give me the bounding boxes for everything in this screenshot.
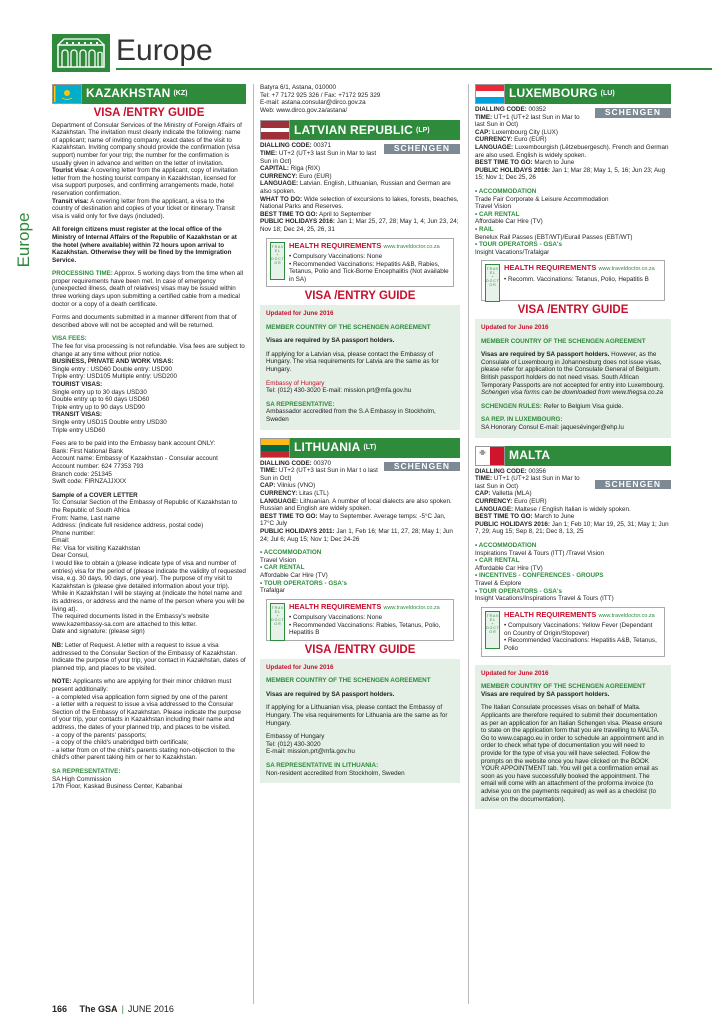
fact-label: BEST TIME TO GO:: [260, 210, 318, 218]
service-label: • CAR RENTAL: [475, 557, 520, 565]
health-url: www.traveldoctor.co.za: [598, 266, 655, 273]
health-line: • Compulsory Vaccinations: Yellow Fever (Dependant on Country of Origin/Stopover): [504, 622, 653, 637]
country-code: (KZ): [173, 90, 188, 98]
kazakhstan-contact-continued: Batyra 6/1, Astana, 010000 Tel: +7 7172 925 326 / Fax: +7172 925 329 E-mail: astana.consular@dirco.gov.za Web: www.dirco.gov.za/astana/: [260, 84, 381, 114]
fact-value: UT+1 (UT+2 last Sun in Mar to last Sun in Oct): [475, 475, 580, 490]
fact-value: Wide selection of excursions to lakes, forests, beaches, National Parks and Reserves.: [260, 195, 459, 211]
service-value: Travel Vision: [260, 556, 297, 564]
service-value: Inspirations Travel & Tours (ITT) /Travel Vision: [475, 549, 605, 557]
flag-kazakhstan-icon: [52, 84, 82, 104]
country-code: (LT): [363, 443, 377, 451]
bank-line: Account number: 624 77353 793: [52, 462, 144, 470]
fact-label: TIME:: [475, 475, 493, 483]
schengen-member-label: MEMBER COUNTRY OF THE SCHENGEN AGREEMENT: [481, 683, 646, 691]
visa-requirement: Visas are required by SA passport holders.: [266, 690, 395, 698]
visa-box-luxembourg: [475, 319, 671, 438]
fact-label: CURRENCY:: [475, 136, 513, 144]
service-label: • ACCOMMODATION: [260, 549, 322, 557]
embassy-contact: Embassy of Hungary Tel: (012) 430-3020 E-mail: mission.prt@mfa.gov.hu: [266, 733, 355, 756]
schengen-badge: SCHENGEN: [384, 144, 460, 154]
visa-heading: VISA /ENTRY GUIDE: [304, 644, 416, 657]
fact-label: BEST TIME TO GO:: [475, 513, 533, 521]
health-url: www.traveldoctor.co.za: [598, 612, 655, 619]
fact-label: LANGUAGE:: [475, 505, 514, 513]
fact-label: BEST TIME TO GO:: [260, 512, 318, 520]
column-kazakhstan: [52, 84, 246, 797]
schengen-member-label: MEMBER COUNTRY OF THE SCHENGEN AGREEMENT: [481, 337, 646, 345]
fact-value: 00371: [313, 142, 332, 150]
fact-value: Jan 1; Mar 28; May 1, 5, 16; Jun 23; Aug 15; Nov 1; Dec 25, 26: [475, 166, 666, 182]
visa-heading: VISA /ENTRY GUIDE: [304, 290, 416, 303]
forms-text: Forms and documents submitted in a manner different from that of described above will not be accepted and will be returned.: [52, 314, 237, 329]
health-line: • Recomm. Vaccinations: Tetanus, Polio, Hepatitis B: [504, 275, 649, 283]
visa-heading: VISA /ENTRY GUIDE: [517, 304, 629, 317]
page-footer: 166 The GSA | JUNE 2016: [52, 1004, 174, 1014]
country-bar-lithuania: [260, 438, 460, 458]
fees-intro: The fee for visa processing is not refundable. Visa fees are subject to change at any time without prior notice.: [52, 343, 245, 358]
flag-lithuania-icon: [260, 438, 290, 458]
health-line: • Compulsory Vaccinations: None: [289, 614, 383, 622]
updated-label: Updated for June 2016: [266, 310, 334, 318]
fact-value: Vilnius (VNO): [277, 482, 316, 490]
service-value: Trade Fair Corporate & Leisure Accommodation Travel Vision: [475, 195, 609, 211]
fact-label: WHAT TO DO:: [260, 195, 303, 203]
rep-label: SA REPRESENTATIVE:: [52, 767, 121, 775]
fact-label: TIME:: [260, 467, 278, 475]
cover-letter-label: Sample of a COVER LETTER: [52, 491, 138, 499]
service-value: Affordable Car Hire (TV): [475, 564, 543, 572]
fee-line: Double entry up to 60 days USD60: [52, 396, 150, 404]
fee-line: Triple entry: USD105 Multiple entry: USD200: [52, 373, 178, 381]
visa-requirement: Visas are required by SA passport holders.: [481, 690, 610, 698]
country-code: (LP): [415, 126, 430, 134]
health-title: HEALTH REQUIREMENTS: [504, 263, 597, 273]
service-label: • TOUR OPERATORS - GSA's: [475, 587, 562, 595]
nb-label: NB:: [52, 642, 64, 649]
tourist-label: Tourist visa:: [52, 167, 89, 175]
service-value: Travel & Explore: [475, 579, 522, 587]
fact-label: DIALLING CODE:: [475, 106, 527, 113]
country-name: LUXEMBOURG: [509, 86, 598, 101]
country-name: LITHUANIA: [294, 439, 361, 454]
fact-label: PUBLIC HOLIDAYS 2011:: [260, 527, 335, 535]
health-line: • Recommended Vaccinations: Hepatitis A&B, Rabies, Tetanus, Polio and Tick-Borne Encephalitis (Not available in SA): [289, 260, 449, 283]
health-requirements-box: [481, 607, 665, 657]
health-requirements-box: [266, 238, 454, 288]
fact-label: DIALLING CODE:: [260, 459, 312, 467]
side-tab: [10, 200, 32, 280]
rep-text: SA High Commission 17th Floor, Kaskad Business Center, Kabanbai: [52, 775, 183, 791]
fact-value: UT+2 (UT+3 last Sun in Mar to last Sun in Oct): [260, 149, 377, 165]
side-tab-label: Europe: [14, 212, 33, 268]
fact-value: May to September. Average temps: -5°C Jan, 17°C July: [260, 512, 446, 528]
schengen-member-label: MEMBER COUNTRY OF THE SCHENGEN AGREEMENT: [266, 323, 431, 331]
rep-text: SA Honorary Consul E-mail: jaquesévinger@ehp.lu: [481, 424, 624, 431]
header-divider: [116, 68, 712, 70]
embassy-contact: Tel: (012) 430-3020 E-mail: mission.prt@mfa.gov.hu: [266, 387, 412, 395]
rep-text: Non-resident accredited from Stockholm, Sweden: [266, 769, 405, 777]
fees-label: VISA FEES:: [52, 335, 87, 343]
service-value: Affordable Car Hire (TV): [260, 571, 328, 579]
rules-label: SCHENGEN RULES:: [481, 402, 542, 410]
transit-text: A covering letter from the applicant, a visa to the country of destination and copies of your ticket or itinerary. Transit visa is valid only for five days (included).: [52, 197, 235, 220]
fact-value: Euro (EUR): [514, 136, 547, 144]
fact-value: Latvian. English, Lithuanian, Russian and German are also spoken.: [260, 180, 451, 195]
fact-label: BEST TIME TO GO:: [475, 159, 533, 167]
fact-label: DIALLING CODE:: [475, 467, 527, 475]
health-url: www.traveldoctor.co.za: [383, 604, 440, 611]
service-label: • ACCOMMODATION: [475, 541, 537, 549]
processing-text: Approx. 5 working days from the time when all proper requirements have been met. In case of emergency (unexpected illness, death of relatives) visas may be issued within three working days upon submitting a certified cable from a medical doctor or a copy of a death certificate.: [52, 270, 244, 308]
fee-line: Single entry USD15 Double entry USD30: [52, 418, 167, 426]
country-bar-luxembourg: [475, 84, 671, 104]
fact-value: Luxembourg City (LUX): [492, 128, 558, 136]
service-label: • CAR RENTAL: [260, 564, 305, 572]
magazine-name: The GSA: [79, 1004, 118, 1014]
bank-line: Branch code: 251345: [52, 470, 112, 478]
fact-label: TIME:: [260, 149, 278, 157]
service-label: • TOUR OPERATORS - GSA's: [475, 241, 562, 249]
health-requirements-box: [266, 599, 454, 641]
fact-value: March to June: [534, 513, 575, 521]
fact-value: 00352: [528, 106, 547, 113]
country-bar-malta: [475, 446, 671, 466]
rep-label: SA REPRESENTATIVE:: [266, 400, 335, 408]
column-luxembourg-malta: [475, 84, 671, 809]
fact-label: CURRENCY:: [475, 497, 513, 505]
service-label: • RAIL: [475, 225, 494, 233]
fact-value: 00356: [528, 467, 547, 475]
service-label: • INCENTIVES - CONFERENCES - GROUPS: [475, 572, 604, 580]
fee-line: Triple entry USD60: [52, 426, 106, 434]
updated-label: Updated for June 2016: [481, 669, 549, 677]
fact-value: Maltese / English Italian is widely spoken.: [514, 505, 631, 513]
visa-body: However, as the Consulate of Luxembourg in Johannesburg does not issue visas, please refer for application to the Consulate General of Belgium. British passport holders do not need visas. South African Temporary Passports are not accepted for entry into Luxembourg.: [481, 351, 665, 389]
flag-luxembourg-icon: [475, 84, 505, 104]
fact-value: Euro (EUR): [299, 172, 332, 180]
fee-line: Single entry : USD60 Double entry: USD90: [52, 365, 173, 373]
schengen-badge: SCHENGEN: [595, 108, 671, 118]
service-value: Benelux Rail Passes (EBT/WT)/Eurail Passes (EBT/WT): [475, 233, 633, 241]
country-bar-latvia: [260, 120, 460, 140]
fact-value: Luxembourgish (Lëtzebuergesch). French and German are also used. English is widely spoken.: [475, 143, 669, 159]
schengen-forms-note: Schengen visa forms can be downloaded from www.thegsa.co.za: [481, 389, 664, 397]
fee-line: Single entry up to 30 days USD30: [52, 388, 147, 396]
processing-label: PROCESSING TIME:: [52, 270, 113, 278]
fact-value: UT+1 (UT+2 last Sun in Mar to last Sun in Oct): [475, 113, 580, 129]
fact-value: March to June: [534, 159, 575, 167]
service-label: • TOUR OPERATORS - GSA's: [260, 579, 347, 587]
flag-latvia-icon: [260, 120, 290, 140]
flag-malta-icon: [475, 446, 505, 466]
visa-body: If applying for a Lithuanian visa, please contact the Embassy of Hungary. The visa requirements for Lithuania are the same as for Hungary.: [266, 704, 448, 727]
service-value: Trafalgar: [260, 587, 285, 595]
rules-text: Refer to Belgium Visa guide.: [543, 402, 624, 410]
colosseum-icon: [52, 34, 110, 72]
embassy-name: Embassy of Hungary: [266, 379, 325, 387]
fact-value: Litas (LTL): [299, 489, 329, 497]
fee-line: Triple entry up to 90 days USD90: [52, 403, 145, 411]
visa-requirement: Visas are required by SA passport holders.: [481, 351, 610, 359]
rep-text: Ambassador accredited from the S.A Embassy in Stockholm, Sweden: [266, 408, 436, 423]
visa-heading: VISA /ENTRY GUIDE: [93, 107, 205, 119]
page-title: Europe: [116, 34, 213, 67]
health-requirements-box: [481, 260, 665, 301]
rep-label: SA REPRESENTATIVE IN LITHUANIA:: [266, 762, 379, 769]
fact-label: LANGUAGE:: [260, 497, 299, 505]
fact-label: CAP:: [260, 482, 276, 490]
fact-value: Jan 1, Feb 16; Mar 11, 27, 28; May 1; Jun 24; Jul 6; Aug 15; Nov 1; Dec 24-26: [260, 527, 453, 543]
fact-value: UT+2 (UT+3 last Sun in Mar t o last Sun in Oct): [260, 467, 378, 482]
rep-label: SA REP. IN LUXEMBOURG:: [481, 416, 563, 424]
visa-body: The Italian Consulate processes visas on behalf of Malta. Applicants are therefore required to submit their documentation as per an application for an Italian Schengen visa. Please ensure to state on the application form that you are travelling to MALTA. Go to www.capago.eu in order to schedule an appointment and in order to check what type of documentation you will need to provide for the type of visa you will have selected. Follow the prompts on the website once you have clicked on the BOOK YOUR APPOINTMENT tab. You will get a confirmation email as soon as you have successfully booked the appointment. The email will come with an attachment of the proforma invoice (to advise you on the payments required) as well as a checklist (to advise on the documentation).: [481, 704, 664, 803]
fact-label: CURRENCY:: [260, 489, 298, 497]
page-number: 166: [52, 1004, 68, 1014]
tourist-visas-label: TOURIST VISAS:: [52, 381, 103, 388]
bank-line: Account name: Embassy of Kazakhstan - Consular account: [52, 455, 218, 463]
fact-value: Riga (RIX): [290, 165, 321, 173]
note-label: NOTE:: [52, 678, 72, 686]
intro-text: Department of Consular Services of the Ministry of Foreign Affairs of Kazakhstan. The invitation must clearly indicate the following: name of applicant; name of inviting company; exact dates of the visit to Kazakhstan. Inviting company should provide the confirmation (visa support) number for your trip; the number for the confirmation is usually given in advance and written on the letter of invitation.: [52, 121, 242, 167]
column-divider: [468, 84, 469, 1004]
fact-label: TIME:: [475, 113, 493, 121]
service-value: Affordable Car Hire (TV): [475, 218, 543, 226]
fact-label: CAP:: [475, 128, 491, 136]
schengen-badge: SCHENGEN: [595, 480, 671, 490]
health-title: HEALTH REQUIREMENTS: [289, 240, 382, 250]
visa-box-malta: [475, 665, 671, 810]
fact-label: PUBLIC HOLIDAYS 2016:: [475, 166, 550, 174]
fact-value: Lithuanian. A number of local dialects are also spoken. Russian and English are widely spoken.: [260, 497, 452, 513]
fact-label: PUBLIC HOLIDAYS 2016:: [260, 218, 335, 226]
column-divider: [253, 84, 254, 1004]
tourist-text: A covering letter from the applicant, copy of invitation letter from the hosting tourist company in Kazakhstan, licensed for visa support purposes, and confirming arrangements made, hotel reservation confirmation.: [52, 167, 238, 197]
fact-value: Valletta (MLA): [492, 490, 532, 498]
bank-line: Bank: First National Bank: [52, 447, 124, 455]
health-title: HEALTH REQUIREMENTS: [289, 601, 382, 611]
section-header: [52, 32, 712, 74]
health-line: • Recommended Vaccinations: Hepatitis A&B, Tetanus, Polio: [504, 637, 657, 653]
service-label: • CAR RENTAL: [475, 210, 520, 218]
fact-label: CURRENCY:: [260, 172, 298, 180]
service-value: Insight Vacations/Inspirations Travel & Tours (ITT): [475, 595, 614, 603]
updated-label: Updated for June 2016: [266, 663, 334, 671]
visa-body: If applying for a Latvian visa, please contact the Embassy of Hungary. The visa requirements for Latvia are the same as for Hungary.: [266, 350, 439, 374]
fact-value: Jan 1; Mar 25, 27, 28; May 1, 4; Jun 23, 24; Nov 18; Dec 24, 25, 26, 31: [260, 218, 459, 233]
health-title: HEALTH REQUIREMENTS: [504, 609, 597, 619]
fact-label: CAPITAL:: [260, 165, 289, 173]
visa-box-lithuania: [260, 659, 460, 784]
health-line: • Compulsory Vaccinations: None: [289, 253, 383, 261]
country-bar-kazakhstan: [52, 84, 246, 104]
travel-doctor-logo-icon: T R A V E L + D O C T O R: [485, 264, 500, 302]
country-name: MALTA: [509, 447, 551, 462]
fact-value: Jan 1; Feb 10; Mar 19, 25, 31; May 1; Jun 7, 29; Aug 15; Sep 8, 21; Dec 8, 13, 25: [475, 520, 669, 536]
schengen-badge: SCHENGEN: [384, 462, 460, 472]
travel-doctor-logo-icon: T R A V E L + D O C T O R: [270, 242, 285, 280]
updated-label: Updated for June 2016: [481, 324, 549, 332]
visa-requirement: Visas are required by SA passport holders.: [266, 337, 395, 345]
country-name: KAZAKHSTAN: [86, 86, 171, 101]
transit-visas-label: TRANSIT VISAS:: [52, 411, 103, 419]
fact-label: LANGUAGE:: [260, 180, 299, 188]
health-url: www.traveldoctor.co.za: [383, 243, 440, 250]
travel-doctor-logo-icon: T R A V E L + D O C T O R: [485, 611, 500, 649]
fact-label: LANGUAGE:: [475, 143, 514, 151]
schengen-member-label: MEMBER COUNTRY OF THE SCHENGEN AGREEMENT: [266, 677, 431, 685]
fact-value: Euro (EUR): [514, 497, 547, 505]
country-name: LATVIAN REPUBLIC: [294, 122, 413, 137]
note-text: Applicants who are applying for their minor children must present additionally: - a completed visa application form signed by one of the parent - a letter with a request to issue a visa addressed to the Consular Section of the Embassy of Kazakhstan. Please indicate the purpose of your trip, your contacts in Kazakhstan including their name and address, the dates of your planned trip, and places to be visited. - a copy of the parents' passports; - a copy of the child's unabridged birth certificate; - a letter from on of the child's parents stating non-objection to the child's other parent taking him or her to Kazakhstan.: [52, 678, 242, 762]
cover-letter-text: To: Consular Section of the Embassy of Republic of Kazakhstan to the Republic of South Africa From: Name, Last name Address: (indicate full residence address, postal code) Phone number: Email: Re: Visa for visiting Kazakhstan Dear Consul, I would like to obtain a (please indicate type of visa and number of entries) visa for the period of (please indicate the validity of requested visa, e.g. 30 days, 90 days, one year). The purpose of my visit to Kazakhstan is (please give detailed information about your trip). While in Kazakhstan I will be staying at (indicate the hotel name and its address, or address and the name of the person where you will be living at). The required documents listed in the Embassy's website www.kazembassy-sa.com are attached to this letter. Date and signature: (please sign): [52, 499, 246, 636]
fact-label: DIALLING CODE:: [260, 142, 312, 150]
issue-date: JUNE 2016: [127, 1004, 174, 1014]
bank-line: Fees are to be paid into the Embassy bank account ONLY:: [52, 440, 216, 448]
health-line: • Recommended Vaccinations: Rabies, Tetanus, Polio, Hepatitis B: [289, 621, 441, 637]
fact-value: April to September: [319, 210, 372, 218]
transit-label: Transit visa:: [52, 197, 89, 205]
fact-label: CAP:: [475, 490, 491, 498]
service-value: Insight Vacations/Trafalgar: [475, 248, 550, 256]
fact-label: PUBLIC HOLIDAYS 2016:: [475, 520, 550, 528]
registration-notice: All foreign citizens must register at the local office of the Ministry of Internal Affairs of the Republic of Kazakhstan or at the hotel (where available) within 72 hours upon arrival to Kazakhstan. Otherwise they will be fined by the Immigration Service.: [52, 226, 237, 264]
country-code: (LU): [600, 90, 615, 98]
bank-line: Swift code: FIRNZAJJXXX: [52, 478, 127, 486]
nb-text: Letter of Request. A letter with a request to issue a visa addressed to the Consular Section of the Embassy of Kazakhstan. Indicate the purpose of your trip, your contact in Kazakhstan, dates of planned trip, and places to be visited.: [52, 642, 246, 672]
column-latvia-lithuania: [260, 84, 460, 783]
travel-doctor-logo-icon: T R A V E L + D O C T O R: [270, 603, 285, 641]
fact-value: 00370: [313, 459, 332, 467]
visa-box-latvia: [260, 305, 460, 430]
service-label: • ACCOMMODATION: [475, 187, 537, 195]
business-label: BUSINESS, PRIVATE AND WORK VISAS:: [52, 358, 174, 366]
